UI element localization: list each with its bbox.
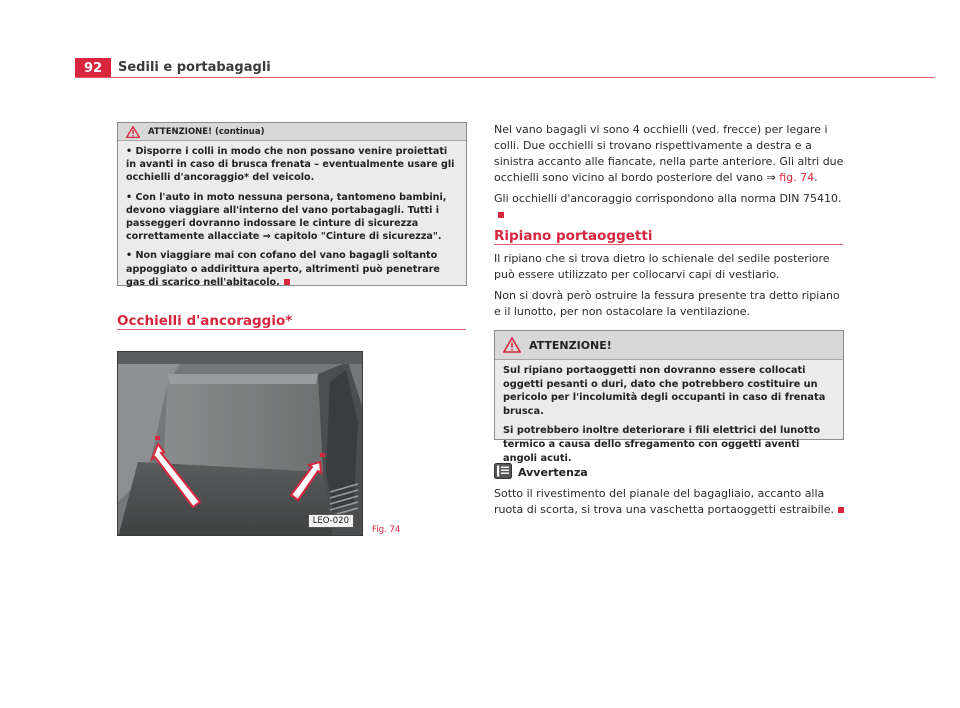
note-title: Avvertenza bbox=[518, 466, 588, 479]
anchors-description bbox=[494, 122, 844, 228]
anchors-paragraph-1-end: . bbox=[814, 171, 818, 184]
end-of-section-mark bbox=[838, 507, 844, 513]
figure-code-label: LEO-020 bbox=[308, 514, 354, 528]
shelf-paragraph-1: Il ripiano che si trova dietro lo schienale del sedile posteriore può essere utilizzato per collocarvi capi di vestiario. bbox=[494, 252, 830, 281]
note-paragraph bbox=[494, 486, 844, 518]
note-text: Sotto il rivestimento del pianale del bagagliaio, accanto alla ruota di scorta, si trova una vaschetta portaoggetti estraibile. bbox=[494, 487, 834, 516]
page-number: 92 bbox=[75, 58, 111, 78]
warning-item-1: • Disporre i colli in modo che non possano venire proiettati in avanti in caso di brusca frenata – eventualmente usare gli occhielli d'ancoraggio* del veicolo. bbox=[126, 146, 455, 184]
note-body bbox=[494, 486, 844, 523]
warning-box-body bbox=[118, 141, 466, 301]
warning-box-header bbox=[495, 331, 843, 360]
trunk-illustration bbox=[118, 352, 363, 536]
info-note-icon bbox=[494, 463, 512, 482]
warning-paragraph-1: Sul ripiano portaoggetti non dovranno essere collocati oggetti pesanti o duri, dato che potrebbero costituire un pericolo per l'incolumità degli occupanti in caso di frenata brusca. bbox=[503, 365, 826, 417]
section-title-shelf: Ripiano portaoggetti bbox=[494, 228, 653, 244]
warning-box-title: ATTENZIONE! (continua) bbox=[148, 126, 265, 137]
warning-box-body bbox=[495, 360, 843, 477]
warning-box-shelf bbox=[494, 330, 844, 464]
trunk-figure bbox=[117, 351, 363, 536]
figure-caption: Fig. 74 bbox=[372, 525, 401, 535]
shelf-paragraph-2: Non si dovrà però ostruire la fessura presente tra detto ripiano e il lunotto, per non ostacolare la ventilazione. bbox=[494, 289, 840, 318]
page-header-title: Sedili e portabagagli bbox=[118, 60, 271, 75]
warning-item-3 bbox=[126, 249, 458, 289]
anchors-paragraph-1-text: Nel vano bagagli vi sono 4 occhielli (ved. frecce) per legare i colli. Due occhielli si trovano rispettivamente a destra e a sinistra accanto alle fiancate, nella parte anteriore. Gli altri due occhielli sono vicino al bordo posteriore del vano ⇒ bbox=[494, 123, 844, 184]
anchors-paragraph-2-text: Gli occhielli d'ancoraggio corrispondono alla norma DIN 75410. bbox=[494, 192, 842, 205]
anchors-paragraph-2 bbox=[494, 191, 844, 223]
section-divider-anchors bbox=[117, 329, 466, 330]
warning-triangle-icon bbox=[126, 126, 140, 138]
warning-triangle-icon bbox=[503, 337, 521, 353]
warning-paragraph-2: Si potrebbero inoltre deteriorare i fili elettrici del lunotto termico a causa dello sfregamento con oggetti aventi angoli acuti. bbox=[503, 425, 821, 464]
warning-item-3-text: • Non viaggiare mai con cofano del vano bagagli soltanto appoggiato o addirittura aperto, altrimenti può penetrare gas di scarico nell'abitacolo. bbox=[126, 250, 440, 288]
end-of-section-mark bbox=[498, 212, 504, 218]
end-of-section-mark bbox=[284, 279, 290, 285]
warning-box-title: ATTENZIONE! bbox=[529, 338, 612, 352]
shelf-description bbox=[494, 251, 844, 325]
section-title-anchors: Occhielli d'ancoraggio* bbox=[117, 313, 293, 329]
warning-box-header bbox=[118, 123, 466, 141]
figure-reference-link[interactable]: fig. 74 bbox=[779, 171, 815, 184]
warning-item-2: • Con l'auto in moto nessuna persona, tantomeno bambini, devono viaggiare all'interno del vano portabagagli. Tutti i passeggeri dovranno indossare le cinture di sicurezza correttamente allacciate ⇒ capitolo "Cinture di sicurezza". bbox=[126, 191, 447, 243]
header-divider bbox=[75, 77, 935, 78]
note-header bbox=[494, 463, 588, 482]
anchors-paragraph-1 bbox=[494, 122, 844, 186]
warning-box-continued bbox=[117, 122, 467, 286]
section-divider-shelf bbox=[494, 244, 843, 245]
